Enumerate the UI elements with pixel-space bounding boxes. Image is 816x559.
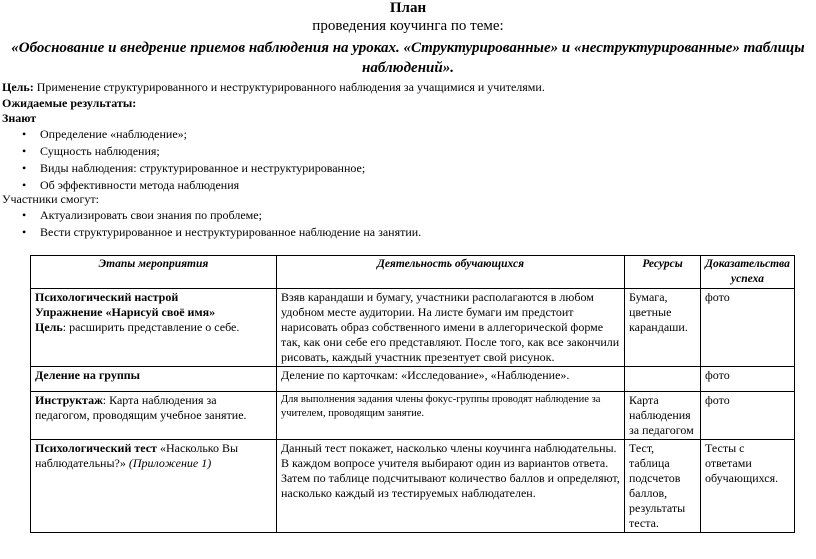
- bullet-icon: •: [22, 161, 27, 175]
- document-title: План: [389, 0, 427, 16]
- table-header-row: [31, 256, 795, 289]
- table-row: [31, 289, 795, 367]
- stage-cell: [31, 440, 277, 533]
- can-item: Вести структурированное и неструктурированное наблюдение на занятии.: [40, 225, 422, 239]
- stage-text: «Насколько Вы наблюдательны?»: [35, 441, 239, 470]
- stage-text: : Карта наблюдения за педагогом, проводящим учебное занятие.: [35, 393, 247, 422]
- stage-goal-label: Цель: [35, 320, 63, 334]
- know-item: Об эффективности метода наблюдения: [40, 178, 240, 192]
- stage-title: Психологический тест: [35, 441, 157, 455]
- goal-label: Цель:: [2, 80, 34, 94]
- column-header-activity: Деятельность обучающихся: [277, 256, 625, 289]
- goal-line: [2, 80, 545, 95]
- stage-exercise: Упражнение «Нарисуй своё имя»: [35, 305, 216, 319]
- know-item: Виды наблюдения: структурированное и неструктурированное;: [40, 161, 366, 175]
- bullet-icon: •: [22, 127, 27, 141]
- table-row: [31, 392, 795, 440]
- stage-cell: Деление на группы: [31, 367, 277, 392]
- document-topic: «Обоснование и внедрение приемов наблюдения на уроках. «Структурированные» и «неструктурированные» таблицы наблюдений».: [11, 40, 805, 76]
- evidence-cell: фото: [701, 367, 795, 392]
- stage-goal: [35, 320, 272, 335]
- bullet-icon: •: [22, 225, 27, 239]
- evidence-cell: фото: [701, 289, 795, 367]
- column-header-stages: Этапы мероприятия: [31, 256, 277, 289]
- resources-cell: [625, 367, 701, 392]
- bullet-icon: •: [22, 178, 27, 192]
- stage-title: Психологический настрой: [35, 290, 179, 304]
- activity-cell: Для выполнения задания члены фокус-группы проводят наблюдение за учителем, проводящим занятие.: [277, 392, 625, 440]
- can-label: Участники смогут:: [2, 192, 99, 206]
- stage-cell: [31, 392, 277, 440]
- goal-text: Применение структурированного и неструктурированного наблюдения за учащимися и учителями.: [36, 80, 545, 94]
- know-item: Сущность наблюдения;: [40, 144, 160, 158]
- know-label: Знают: [2, 111, 37, 125]
- evidence-cell: Тесты с ответами обучающихся.: [701, 440, 795, 533]
- resources-cell: Тест, таблица подсчетов баллов, результаты теста.: [625, 440, 701, 533]
- activity-cell: Данный тест покажет, насколько члены коучинга наблюдательны. В каждом вопросе учителя выбирают один из вариантов ответа. Затем по таблице подсчитывают количество баллов и определяют, насколько каждый из тестируемых наблюдателен.: [277, 440, 625, 533]
- column-header-resources: Ресурсы: [625, 256, 701, 289]
- document-subtitle: проведения коучинга по теме:: [312, 18, 504, 34]
- stage-cell: [31, 289, 277, 367]
- expected-results-label: Ожидаемые результаты:: [2, 96, 137, 110]
- activity-cell: Деление по карточкам: «Исследование», «Наблюдение».: [277, 367, 625, 392]
- stage-goal-text: : расширить представление о себе.: [62, 320, 240, 334]
- table-row: [31, 367, 795, 392]
- table-row: [31, 440, 795, 533]
- bullet-icon: •: [22, 144, 27, 158]
- resources-cell: Бумага, цветные карандаши.: [625, 289, 701, 367]
- evidence-cell: фото: [701, 392, 795, 440]
- activity-cell: Взяв карандаши и бумагу, участники располагаются в любом удобном месте аудитории. На листе бумаги им предстоит нарисовать образ собственного имени в аллегорической форме так, как они себе его представляют. После того, как все закончили рисовать, каждый участник презентует свой рисунок.: [277, 289, 625, 367]
- can-item: Актуализировать свои знания по проблеме;: [40, 208, 262, 222]
- resources-cell: Карта наблюдения за педагогом: [625, 392, 701, 440]
- know-item: Определение «наблюдение»;: [40, 127, 188, 141]
- coaching-plan-table: [30, 255, 795, 533]
- bullet-icon: •: [22, 208, 27, 222]
- stage-title: Инструктаж: [35, 393, 103, 407]
- column-header-evidence: Доказательства успеха: [701, 256, 795, 289]
- stage-appendix: (Приложение 1): [128, 456, 212, 470]
